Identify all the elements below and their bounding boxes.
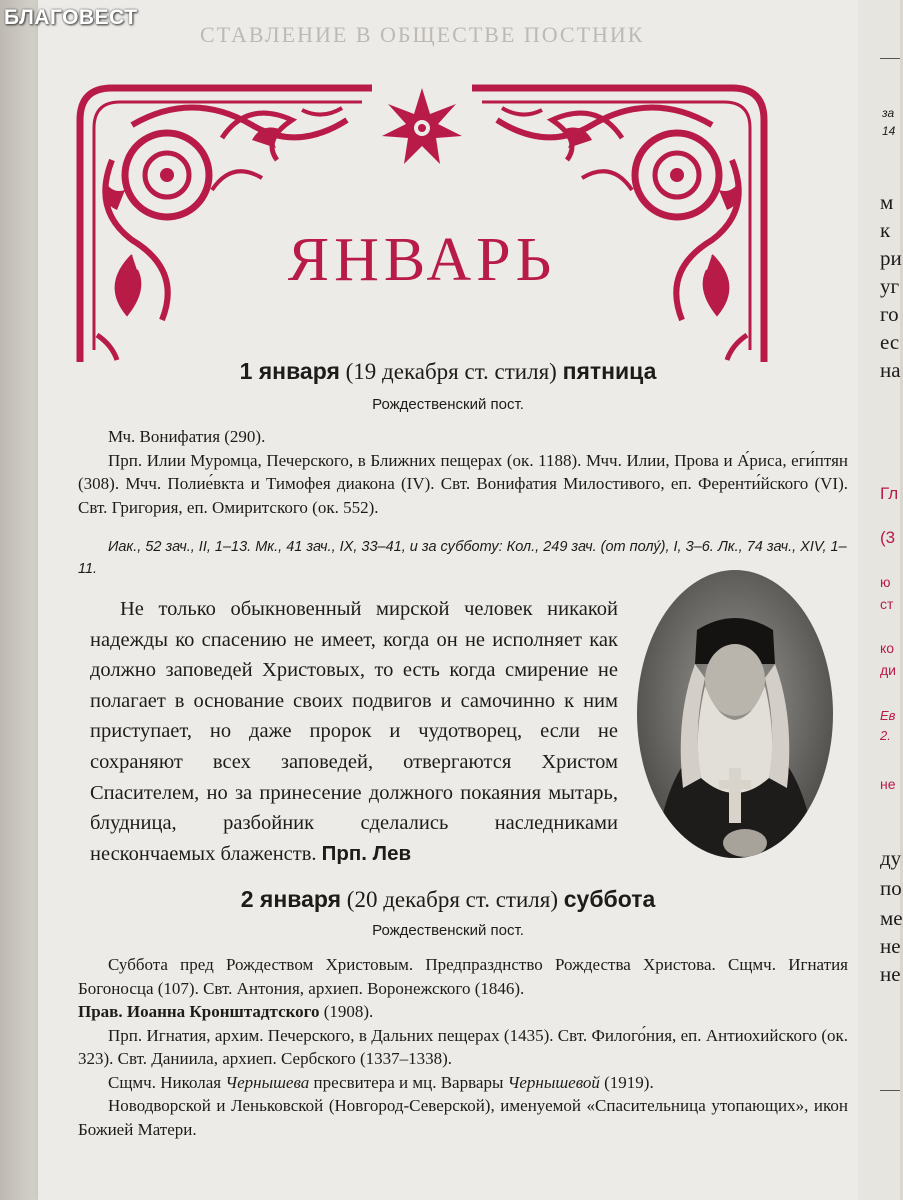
quote-text: Не только обыкновенный мирской человек никакой надежды ко спасению не имеет, когда он не исполняет как должно заповедей Христовых, то есть когда смирение не полагает в основание своих подвигов и самочинно к ним приступает, но даже пророк и чудотворец, если не сохраняют всех заповедей, отвергаются Христом Спасителем, но за принесение должного покаяния мытарь, блудница, разбойник сделались наследниками нескончаемых блаженств. <box>90 598 618 865</box>
day-1-saints <box>78 425 848 519</box>
right-page-text: ри <box>880 246 902 270</box>
right-page-text: не <box>880 776 896 792</box>
right-page-text: уг <box>880 274 900 298</box>
right-page-text: 14 <box>882 124 896 138</box>
right-page-text: не <box>880 962 901 986</box>
right-page-text: не <box>880 934 901 958</box>
right-page-text: (3 <box>880 528 896 547</box>
day-2-p1: Суббота пред Рождеством Христовым. Предпразднство Рождества Христова. Сщмч. Игнатия Богоносца (107). Свт. Антония, архиеп. Воронежского (1846). <box>78 955 848 998</box>
right-page-text: на <box>880 358 901 382</box>
day-2-p3-i1: Чернышева <box>225 1072 310 1092</box>
day-2-saints-line-2: Прп. Игнатия, архим. Печерского, в Дальних пещерах (1435). Свт. Филого́ния, еп. Антиохийского (ок. 323). Свт. Даниила, архиеп. Сербского (1337–1338). <box>78 1025 848 1068</box>
portrait-image <box>635 568 835 860</box>
day-2-saints-line-4: Новодворской и Леньковской (Новгород-Северской), именуемой «Спасительница утопающих», икон Божией Матери. <box>78 1096 848 1139</box>
day-1-saints-line-1: Мч. Вонифатия (290). <box>108 427 266 446</box>
day-2-p1-tail: (1908). <box>319 1002 374 1021</box>
right-page-text: ду <box>880 846 902 870</box>
day-2-saints <box>78 953 848 1141</box>
day-1-saints-line-2: Прп. Илии Муромца, Печерского, в Ближних пещерах (ок. 1188). Мчч. Илии, Прова и А́риса, еги́птян (308). Мчч. Полие́вкта и Тимофея диакона (IV). Свт. Вонифатия Милостивого, еп. Ференти́йского (VI). Свт. Григория, еп. Омиритского (ок. 552). <box>78 450 848 517</box>
left-page-edge <box>0 0 38 1200</box>
right-page-edge <box>858 0 903 1200</box>
right-page-text: 2. <box>880 728 891 743</box>
day-2-header <box>38 886 858 913</box>
right-page-text: Гл <box>880 484 899 503</box>
right-page-text: за <box>882 106 895 120</box>
right-page-text: Ев <box>880 708 896 723</box>
day-2-p3-i2: Чернышевой <box>507 1072 600 1092</box>
right-page-text: ст <box>880 596 894 612</box>
right-page-text: го <box>880 302 899 326</box>
daily-quote <box>90 594 618 869</box>
right-page-text: к <box>880 218 891 242</box>
day-2-saints-line-1 <box>78 953 848 1024</box>
quote-author: Прп. Лев <box>321 841 412 865</box>
day-1-readings-text: Иак., 52 зач., II, 1–13. Мк., 41 зач., IX, 33–41, и за субботу: Кол., 249 зач. (от полу́), I, 3–6. Лк., 74 зач., XIV, 1–11. <box>78 539 847 577</box>
month-title: ЯНВАРЬ <box>287 226 557 294</box>
day-1-header <box>38 358 858 385</box>
right-page-text: м <box>880 190 894 214</box>
day-2-old-style: (20 декабря ст. стиля) <box>346 887 558 912</box>
day-2-p3-c: (1919). <box>599 1072 654 1092</box>
day-2-saints-line-3 <box>78 1071 848 1095</box>
day-2-date: 2 января <box>240 886 342 912</box>
day-2-p3-b: пресвитера и мц. Варвары <box>309 1072 508 1092</box>
right-page-text: ко <box>880 640 895 656</box>
right-page-text: ю <box>880 574 891 590</box>
right-page-text: ес <box>880 330 900 354</box>
day-2-p3-a: Сщмч. Николая <box>108 1072 226 1092</box>
watermark: БЛАГОВЕСТ <box>4 6 138 29</box>
day-1-date: 1 января <box>239 358 340 384</box>
day-1-old-style: (19 декабря ст. стиля) <box>345 359 557 384</box>
day-1-fast: Рождественский пост. <box>372 396 524 413</box>
show-through-header: СТАВЛЕНИЕ В ОБЩЕСТВЕ ПОСТНИК <box>200 22 645 47</box>
day-1-weekday: пятница <box>562 358 657 384</box>
day-2-weekday: суббота <box>563 886 656 912</box>
right-page-text: ме <box>880 906 903 930</box>
right-page-text: ди <box>880 662 896 678</box>
day-2-fast: Рождественский пост. <box>372 922 524 939</box>
day-2-p1-bold: Прав. Иоанна Кронштадтского <box>78 1002 320 1021</box>
right-page-text: по <box>880 876 902 900</box>
